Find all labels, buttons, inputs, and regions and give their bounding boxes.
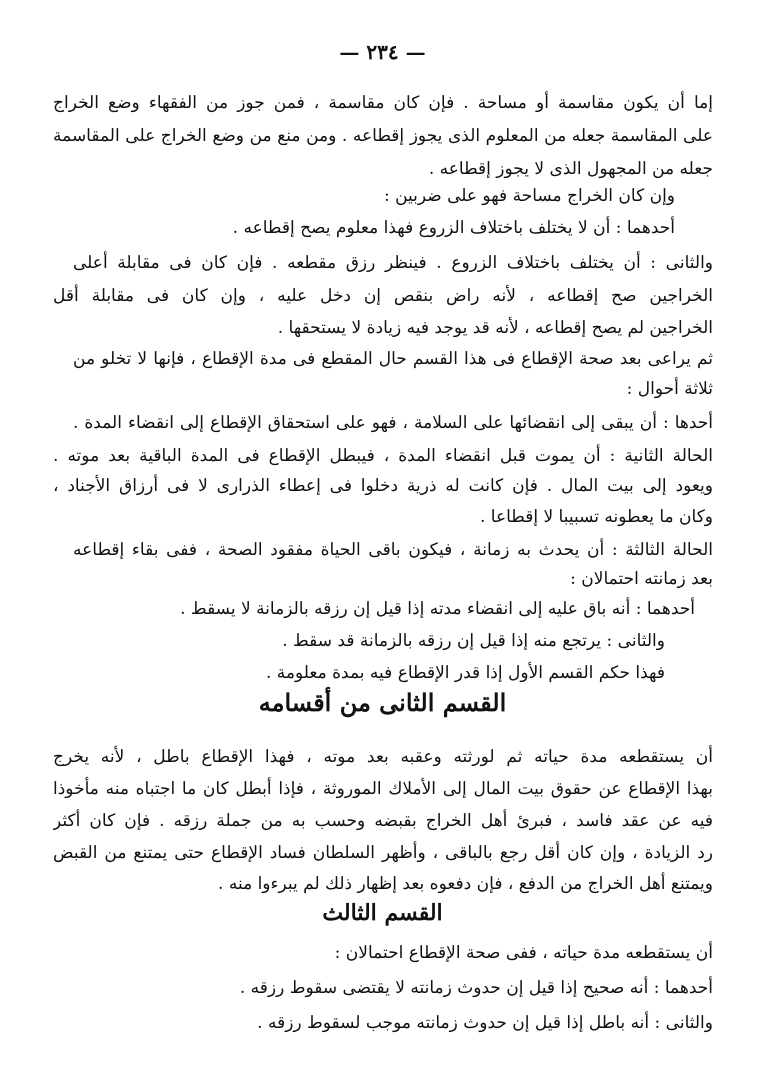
text-line: أن يستقطعه مدة حياته ، ففى صحة الإقطاع احتمالان : <box>334 943 713 963</box>
section-heading: القسم الثانى من أقسامه <box>258 688 507 717</box>
text-line: ثم يراعى بعد صحة الإقطاع فى هذا القسم حال المقطع فى مدة الإقطاع ، فإنها لا تخلو من <box>73 349 713 369</box>
text-line: على المقاسمة جعله من المعلوم الذى يجوز إقطاعه . ومن منع من وضع الخراج على المقاسمة <box>53 126 713 146</box>
text-line: أحدهما : أنه صحيح إذا قيل إن حدوث زمانته لا يقتضى سقوط رزقه . <box>239 978 713 998</box>
text-line: الخراجين صح إقطاعه ، لأنه راض بنقص إن دخل عليه ، وإن كان فى مقابلة أقل <box>53 286 713 306</box>
text-line: الحالة الثانية : أن يموت قبل انقضاء المدة ، فيبطل الإقطاع فى المدة الباقية بعد موته . <box>53 446 713 466</box>
text-line: والثانى : يرتجع منه إذا قيل إن رزقه بالزمانة قد سقط . <box>282 631 665 651</box>
text-line: فيه عن عقد فاسد ، فبرئ أهل الخراج بقبضه وحسب به من جملة رزقه . فإن كان أكثر <box>53 811 713 831</box>
text-line: ثلاثة أحوال : <box>626 379 713 399</box>
text-line: أحدهما : أن لا يختلف باختلاف الزروع فهذا معلوم يصح إقطاعه . <box>232 218 675 238</box>
text-line: بهذا الإقطاع عن حقوق بيت المال إلى الأملاك الموروثة ، فإذا أبطل كان ما اجتباه منه مأخوذا <box>53 779 713 799</box>
page-number: — ٢٣٤ — <box>339 40 426 64</box>
text-line: ويعود إلى بيت المال . فإن كانت له ذرية دخلوا فى إعطاء الذرارى لا فى أرزاق الأجناد ، <box>53 476 713 496</box>
text-line: الحالة الثالثة : أن يحدث به زمانة ، فيكون باقى الحياة مفقود الصحة ، ففى بقاء إقطاعه <box>73 540 713 560</box>
text-line: والثانى : أن يختلف باختلاف الزروع . فينظر رزق مقطعه . فإن كان فى مقابلة أعلى <box>73 253 713 273</box>
text-line: فهذا حكم القسم الأول إذا قدر الإقطاع فيه بمدة معلومة . <box>265 663 665 683</box>
text-line: جعله من المجهول الذى لا يجوز إقطاعه . <box>428 159 713 179</box>
text-line: ويمتنع أهل الخراج من الدفع ، فإن دفعوه بعد إظهار ذلك لم يبرءوا منه . <box>218 874 713 894</box>
text-line: الخراجين لم يصح إقطاعه ، لأنه قد يوجد فيه زيادة لا يستحقها . <box>277 318 713 338</box>
text-line: أحدهما : أنه باق عليه إلى انقضاء مدته إذا قيل إن رزقه بالزمانة لا يسقط . <box>180 599 695 619</box>
section-heading: القسم الثالث <box>322 900 443 926</box>
text-line: رد الزيادة ، وإن كان أقل رجع بالباقى ، وأظهر السلطان فساد الإقطاع حتى يمتنع من القبض <box>53 843 713 863</box>
text-line: والثانى : أنه باطل إذا قيل إن حدوث زمانته موجب لسقوط رزقه . <box>257 1013 713 1033</box>
text-line: أن يستقطعه مدة حياته ثم لورثته وعقبه بعد موته ، فهذا الإقطاع باطل ، لأنه يخرج <box>53 747 713 767</box>
text-line: أحدها : أن يبقى إلى انقضائها على السلامة ، فهو على استحقاق الإقطاع إلى انقضاء المدة . <box>73 413 713 433</box>
text-line: وكان ما يعطونه تسبيبا لا إقطاعا . <box>479 507 713 527</box>
text-line: إما أن يكون مقاسمة أو مساحة . فإن كان مقاسمة ، فمن جوز من الفقهاء وضع الخراج <box>53 93 713 113</box>
text-line: وإن كان الخراج مساحة فهو على ضربين : <box>383 186 675 206</box>
text-line: بعد زمانته احتمالان : <box>570 569 713 589</box>
